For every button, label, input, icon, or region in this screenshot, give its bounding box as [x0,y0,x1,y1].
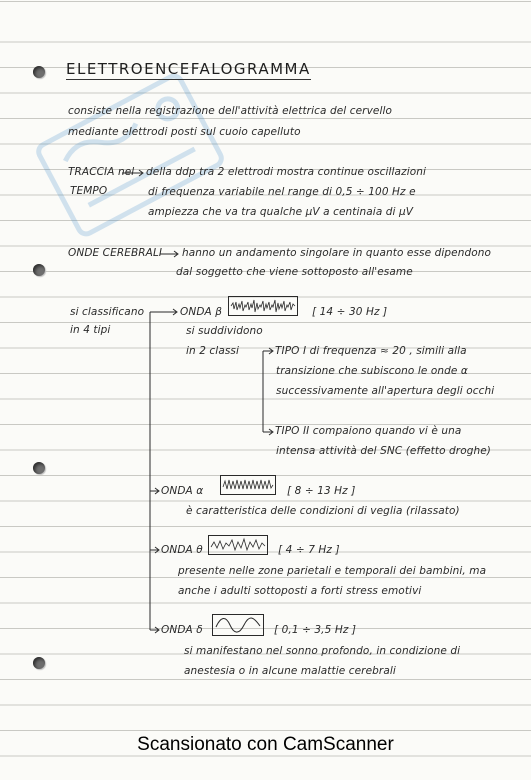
onda-alpha-label: ONDA α [161,485,204,497]
beta-tipo1-line-3: successivamente all'apertura degli occhi [276,385,495,397]
onda-theta-range: [ 4 ÷ 7 Hz ] [278,544,340,556]
beta-line-1: si suddividono [186,325,263,337]
alpha-wave-sketch [220,475,276,495]
onde-cerebrali-label: ONDE CEREBRALI [68,247,163,259]
alpha-line-1: è caratteristica delle condizioni di veglia (rilassato) [186,505,460,517]
delta-line-1: si manifestano nel sonno profondo, in condizione di [184,645,461,657]
onda-beta-label: ONDA β [180,306,223,318]
traccia-line-1: della ddp tra 2 elettrodi mostra continue oscillazioni [146,166,427,178]
onde-line-1: hanno un andamento singolare in quanto esse dipendono [182,247,492,259]
beta-tipo1-line-2: transizione che subiscono le onde α [276,365,468,377]
beta-line-2: in 2 classi [186,345,240,357]
onda-alpha-range: [ 8 ÷ 13 Hz ] [287,485,356,497]
classificano-line-1: si classificano [70,306,145,318]
camscanner-footer: Scansionato con CamScanner [137,734,394,755]
onda-delta-label: ONDA δ [161,624,203,636]
intro-line-2: mediante elettrodi posti sul cuoio capelluto [68,126,301,138]
traccia-line-2: di frequenza variabile nel range di 0,5 ÷ 100 Hz e [148,186,416,198]
intro-line-1: consiste nella registrazione dell'attività elettrica del cervello [68,105,393,117]
onda-beta-range: [ 14 ÷ 30 Hz ] [312,306,388,318]
theta-line-2: anche i adulti sottoposti a forti stress emotivi [178,585,422,597]
beta-tipo2-line-1: TIPO II compaiono quando vi è una [275,425,462,437]
page-title: ELETTROENCEFALOGRAMMA [66,60,311,78]
beta-tipo2-line-2: intensa attività del SNC (effetto droghe) [276,445,492,457]
onda-delta-range: [ 0,1 ÷ 3,5 Hz ] [274,624,357,636]
theta-line-1: presente nelle zone parietali e temporali dei bambini, ma [178,565,487,577]
onde-line-2: dal soggetto che viene sottoposto all'esame [176,266,413,278]
theta-wave-sketch [208,535,268,555]
traccia-label-1: TRACCIA nel [68,166,135,178]
delta-line-2: anestesia o in alcune malattie cerebrali [184,665,396,677]
classificano-line-2: in 4 tipi [70,324,111,336]
traccia-label-2: TEMPO [70,185,108,197]
beta-wave-sketch [228,296,298,316]
delta-wave-sketch [212,614,264,636]
beta-tipo1-line-1: TIPO I di frequenza ≈ 20 , simili alla [275,345,467,357]
traccia-line-3: ampiezza che va tra qualche µV a centinaia di µV [148,206,414,218]
onda-theta-label: ONDA θ [161,544,203,556]
